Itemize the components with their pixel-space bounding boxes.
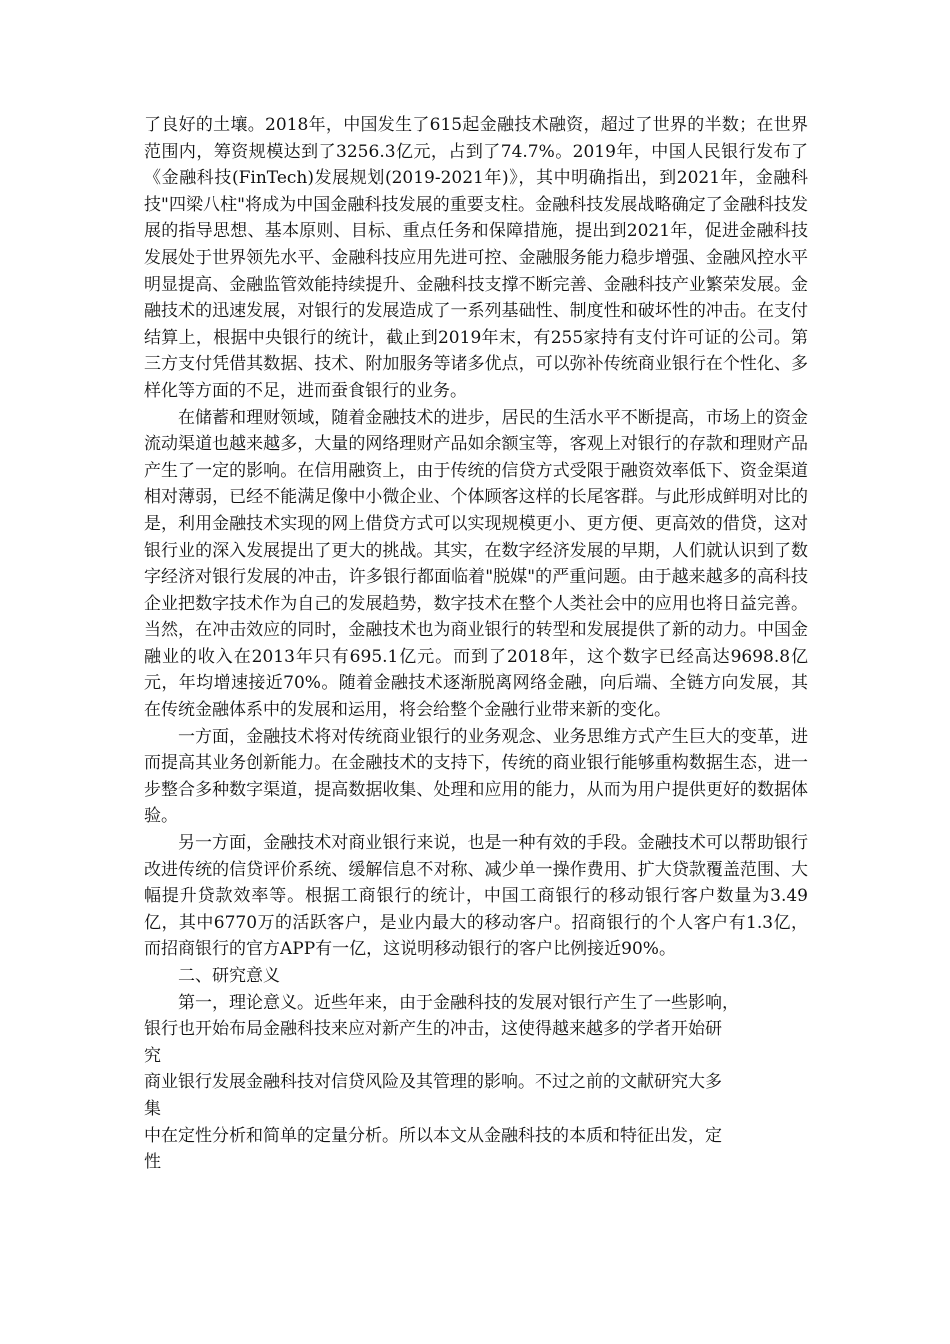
paragraph-theoretical-significance bbox=[144, 990, 808, 1176]
paragraph-other-hand: 另一方面，金融技术对商业银行来说，也是一种有效的手段。金融技术可以帮助银行改进传统的信贷评价系统、缓解信息不对称、减少单一操作费用、扩大贷款覆盖范围、大幅提升贷款效率等。根据工商银行的统计，中国工商银行的移动银行客户数量为3.49亿，其中6770万的活跃客户，是业内最大的移动客户。招商银行的个人客户有1.3亿，而招商银行的官方APP有一亿，这说明移动银行的客户比例接近90%。 bbox=[144, 833, 808, 960]
paragraph-line: 集 bbox=[144, 1098, 161, 1119]
paragraph-line: 商业银行发展金融科技对信贷风险及其管理的影响。不过之前的文献研究大多 bbox=[144, 1072, 722, 1093]
paragraph-one-hand: 一方面，金融技术将对传统商业银行的业务观念、业务思维方式产生巨大的变革，进而提高其业务创新能力。在金融技术的支持下，传统的商业银行能够重构数据生态，进一步整合多种数字渠道，提高数据收集、处理和应用的能力，从而为用户提供更好的数据体验。 bbox=[144, 726, 808, 827]
section-heading-research-significance: 二、研究意义 bbox=[178, 966, 280, 986]
paragraph-line: 第一，理论意义。近些年来，由于金融科技的发展对银行产生了一些影响， bbox=[178, 992, 739, 1013]
paragraph-line: 中在定性分析和简单的定量分析。所以本文从金融科技的本质和特征出发，定 bbox=[144, 1125, 722, 1146]
paragraph-line: 性 bbox=[144, 1152, 161, 1173]
paragraph-fintech-background: 了良好的土壤。2018年，中国发生了615起金融技术融资，超过了世界的半数；在世界范围内，筹资规模达到了3256.3亿元，占到了74.7%。2019年，中国人民银行发布了《金融科技(FinTech)发展规划(2019-2021年)》，其中明确指出，到2021年，金融科技"四梁八柱"将成为中国金融科技发展的重要支柱。金融科技发展战略确定了金融科技发展的指导思想、基本原则、目标、重点任务和保障措施，提出到2021年，促进金融科技发展处于世界领先水平、金融科技应用先进可控、金融服务能力稳步增强、金融风控水平明显提高、金融监管效能持续提升、金融科技支撑不断完善、金融科技产业繁荣发展。金融技术的迅速发展，对银行的发展造成了一系列基础性、制度性和破坏性的冲击。在支付结算上，根据中央银行的统计，截止到2019年末，有255家持有支付许可证的公司。第三方支付凭借其数据、技术、附加服务等诸多优点，可以弥补传统商业银行在个性化、多样化等方面的不足，进而蚕食银行的业务。 bbox=[144, 115, 808, 401]
document-page bbox=[144, 112, 808, 1176]
paragraph-line: 银行也开始布局金融科技来应对新产生的冲击，这使得越来越多的学者开始研 bbox=[144, 1019, 722, 1040]
paragraph-savings-and-credit: 在储蓄和理财领域，随着金融技术的进步，居民的生活水平不断提高，市场上的资金流动渠道也越来越多，大量的网络理财产品如余额宝等，客观上对银行的存款和理财产品产生了一定的影响。在信用融资上，由于传统的信贷方式受限于融资效率低下、资金渠道相对薄弱，已经不能满足像中小微企业、个体顾客这样的长尾客群。与此形成鲜明对比的是，利用金融技术实现的网上借贷方式可以实现规模更小、更方便、更高效的借贷，这对银行业的深入发展提出了更大的挑战。其实，在数字经济发展的早期，人们就认识到了数字经济对银行发展的冲击，许多银行都面临着"脱媒"的严重问题。由于越来越多的高科技企业把数字技术作为自己的发展趋势，数字技术在整个人类社会中的应用也将日益完善。当然，在冲击效应的同时，金融技术也为商业银行的转型和发展提供了新的动力。中国金融业的收入在2013年只有695.1亿元。而到了2018年，这个数字已经高达9698.8亿元，年均增速接近70%。随着金融技术逐渐脱离网络金融，向后端、全链方向发展，其在传统金融体系中的发展和运用，将会给整个金融行业带来新的变化。 bbox=[144, 407, 808, 721]
paragraph-line: 究 bbox=[144, 1045, 161, 1066]
